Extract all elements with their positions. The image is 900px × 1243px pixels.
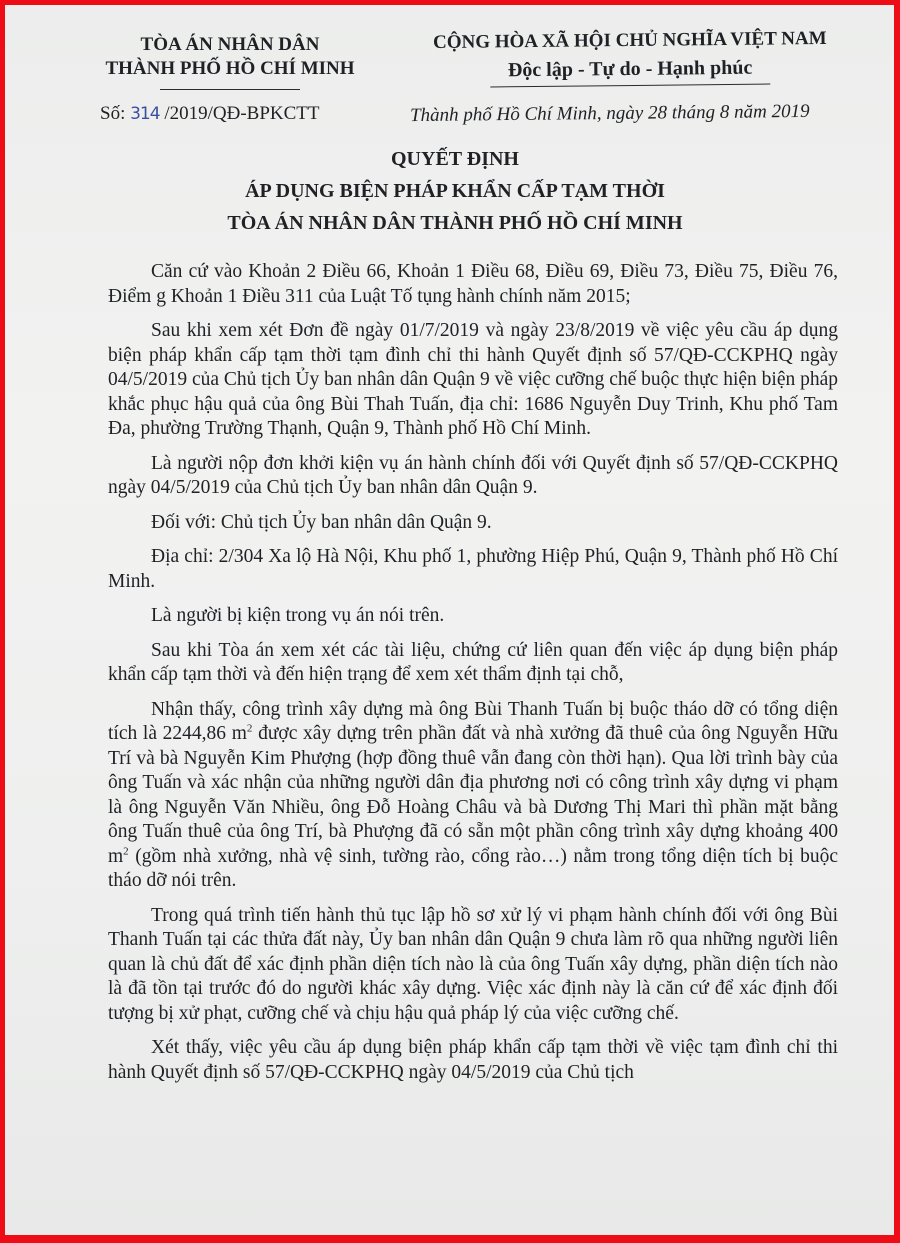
document-number [100, 103, 320, 125]
title-line-2: ÁP DỤNG BIỆN PHÁP KHẨN CẤP TẠM THỜI [245, 180, 665, 202]
republic-name: CỘNG HÒA XÃ HỘI CHỦ NGHĨA VIỆT NAM [432, 27, 827, 54]
findings-text-c: (gồm nhà xưởng, nhà vệ sinh, tường rào, cổng rào…) nằm trong tổng diện tích bị buộc tháo dỡ nói trên. [108, 845, 838, 891]
issuer-header [85, 33, 375, 90]
document-title [105, 143, 805, 239]
paragraph-defendant-address: Địa chỉ: 2/304 Xa lộ Hà Nội, Khu phố 1, phường Hiệp Phú, Quận 9, Thành phố Hồ Chí Minh. [108, 546, 838, 592]
national-motto: Độc lập - Tự do - Hạnh phúc [507, 56, 753, 82]
paragraph-petition: Sau khi xem xét Đơn đề ngày 01/7/2019 và ngày 23/8/2019 về việc yêu cầu áp dụng biện pháp khẩn cấp tạm thời tạm đình chỉ thi hành Quyết định số 57/QĐ-CCKPHQ ngày 04/5/2019 của Chủ tịch Ủy ban nhân dân Quận 9 về việc cưỡng chế buộc thực hiện biện pháp khắc phục hậu quả của ông Bùi Thah Tuấn, địa chỉ: 1686 Nguyễn Duy Trinh, Khu phố Tam Đa, phường Trường Thạnh, Quận 9, Thành phố Hồ Chí Minh. [108, 320, 839, 439]
superscript: 2 [246, 722, 253, 735]
title-line-3: TÒA ÁN NHÂN DÂN THÀNH PHỐ HỒ CHÍ MINH [227, 212, 683, 234]
handwritten-number: 314 [130, 104, 160, 124]
paragraph-process: Trong quá trình tiến hành thủ tục lập hồ sơ xử lý vi phạm hành chính đối với ông Bùi Thanh Tuấn tại các thửa đất này, Ủy ban nhân dân Quận 9 chưa làm rõ qua những người liên quan là chủ đất để xác định phần diện tích nào là của ông Tuấn xây dựng, phần diện tích nào là đã tồn tại trước đó do người khác xây dựng. Việc xác định này là căn cứ để xác định đối tượng bị xử phạt, cưỡng chế và chịu hậu quả pháp lý của việc cưỡng chế. [108, 904, 838, 1024]
number-prefix: Số: [100, 103, 131, 124]
document-page [5, 5, 894, 1235]
title-line-1: QUYẾT ĐỊNH [391, 148, 519, 170]
paragraph-defendant: Đối với: Chủ tịch Ủy ban nhân dân Quận 9. [151, 511, 492, 533]
document-body [108, 260, 838, 1095]
paragraph-findings [108, 698, 838, 894]
paragraph-plaintiff: Là người nộp đơn khởi kiện vụ án hành chính đối với Quyết định số 57/QĐ-CCKPHQ ngày 04/5/2019 của Chủ tịch Ủy ban nhân dân Quận 9. [108, 452, 838, 498]
paragraph-consideration: Xét thấy, việc yêu cầu áp dụng biện pháp khẩn cấp tạm thời về việc tạm đình chỉ thi hành Quyết định số 57/QĐ-CCKPHQ ngày 04/5/2019 của Chủ tịch [108, 1037, 838, 1083]
motto-underline [490, 84, 770, 88]
issuer-underline [160, 89, 300, 90]
paragraph-review: Sau khi Tòa án xem xét các tài liệu, chứng cứ liên quan đến việc áp dụng biện pháp khẩn cấp tạm thời và đến hiện trạng để xem xét thẩm định tại chỗ, [108, 639, 838, 685]
paragraph-defendant-role: Là người bị kiện trong vụ án nói trên. [151, 605, 445, 626]
number-suffix: /2019/QĐ-BPKCTT [159, 103, 320, 124]
national-header [395, 25, 866, 89]
findings-text-a: Nhận thấy, công trình xây dựng mà ông Bùi Thanh Tuấn bị buộc tháo dỡ có tổng diện tích là 2244,86 m [108, 698, 838, 744]
findings-text-b: được xây dựng trên phần đất và nhà xưởng đã thuê của ông Nguyễn Hữu Trí và bà Nguyễn Kim Phượng (hợp đồng thuê vẫn đang còn thời hạn). Qua lời trình bày của ông Tuấn và xác nhận của những người dân địa phương nơi có công trình xây dựng vi phạm là ông Nguyễn Văn Nhiều, ông Đỗ Hoàng Châu và bà Dương Thị Mari thì phần mặt bằng ông Tuấn thuê của ông Trí, bà Phượng đã có sẵn một phần công trình xây dựng khoảng 400 m [108, 723, 839, 867]
issuer-line-1: TÒA ÁN NHÂN DÂN [140, 34, 320, 55]
issuer-line-2: THÀNH PHỐ HỒ CHÍ MINH [105, 58, 355, 79]
superscript: 2 [123, 845, 129, 857]
paragraph-legal-basis: Căn cứ vào Khoản 2 Điều 66, Khoản 1 Điều 68, Điều 69, Điều 73, Điều 75, Điều 76, Điểm g Khoản 1 Điều 311 của Luật Tố tụng hành chính năm 2015; [108, 261, 838, 307]
place-date: Thành phố Hồ Chí Minh, ngày 28 tháng 8 năm 2019 [409, 100, 810, 127]
